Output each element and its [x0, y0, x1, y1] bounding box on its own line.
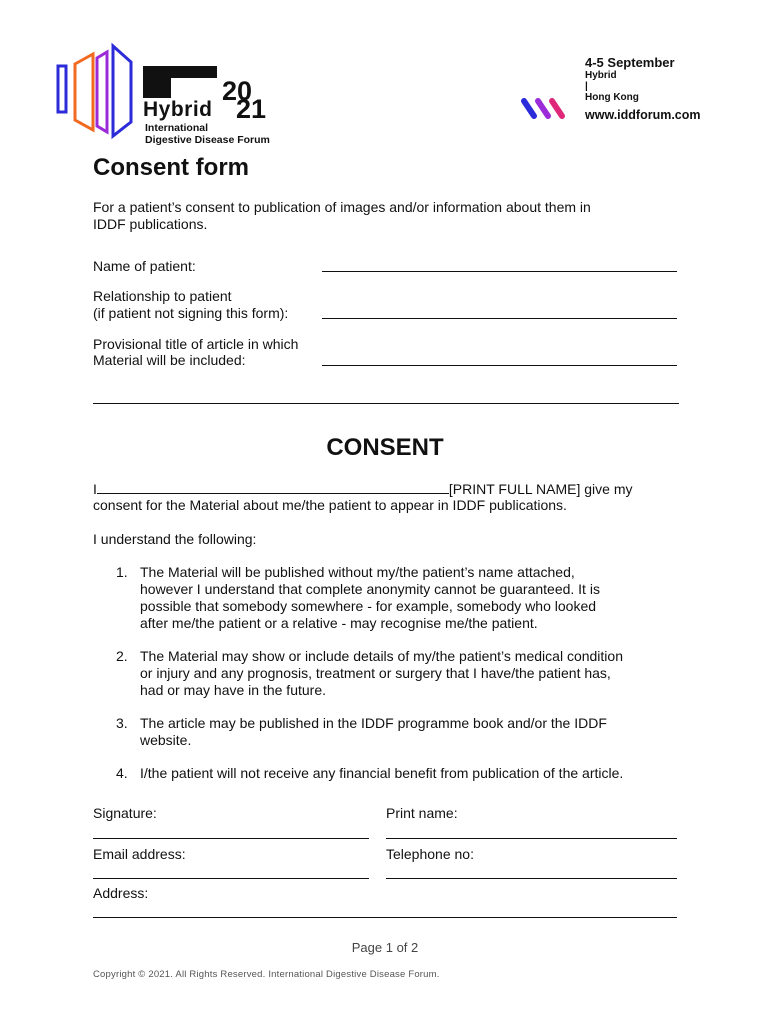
event-location: Hong Kong	[585, 92, 639, 103]
event-mode: Hybrid	[585, 70, 617, 81]
consent-heading: CONSENT	[326, 434, 444, 461]
logo-subtitle	[145, 122, 270, 146]
full-name-field[interactable]	[97, 480, 449, 494]
relationship-label-1: Relationship to patient	[93, 288, 232, 304]
article-title-label-2: Material will be included:	[93, 352, 246, 368]
email-label: Email address:	[93, 846, 186, 862]
page-title: Consent form	[93, 154, 249, 181]
logo-door-blue	[113, 46, 131, 136]
list-item-line: The article may be published in the IDDF programme book and/or the IDDF	[140, 715, 607, 731]
logo-bar-blue	[58, 66, 66, 112]
signature-label: Signature:	[93, 805, 157, 821]
list-item-line: however I understand that complete anonymity cannot be guaranteed. It is	[140, 581, 600, 597]
event-separator: |	[585, 81, 588, 92]
logo-t-top	[143, 66, 217, 78]
consent-line-2: consent for the Material about me/the patient to appear in IDDF publications.	[93, 497, 567, 513]
understand-label: I understand the following:	[93, 531, 257, 547]
list-item-line: I/the patient will not receive any financial benefit from publication of the article.	[140, 765, 624, 781]
address-field[interactable]	[93, 917, 677, 918]
address-label: Address:	[93, 885, 149, 901]
logo-subtitle-line-1: International	[145, 122, 209, 134]
name-of-patient-field[interactable]	[322, 271, 677, 272]
article-title-label-1: Provisional title of article in which	[93, 336, 299, 352]
event-url[interactable]: www.iddforum.com	[585, 108, 701, 122]
print-name-label: Print name:	[386, 805, 458, 821]
event-date: 4-5 September	[585, 55, 675, 70]
article-title-field[interactable]	[322, 365, 677, 366]
logo-subtitle-line-2: Digestive Disease Forum	[145, 134, 270, 146]
intro-line-1: For a patient’s consent to publication of images and/or information about them in	[93, 199, 591, 215]
list-item-line: had or may have in the future.	[140, 682, 326, 698]
list-item-line: The Material will be published without my/the patient’s name attached,	[140, 564, 575, 580]
list-item-line: possible that somebody somewhere - for example, somebody who looked	[140, 598, 597, 614]
telephone-field[interactable]	[386, 878, 677, 879]
email-field[interactable]	[93, 878, 369, 879]
list-item-line: website.	[140, 732, 192, 748]
signature-field[interactable]	[93, 838, 369, 839]
consent-line-1	[93, 480, 673, 498]
list-item-number: 1.	[116, 564, 128, 580]
logo-door-purple	[97, 52, 107, 132]
logo-door-orange	[75, 54, 93, 130]
logo-hybrid-text: Hybrid	[143, 98, 213, 121]
list-item-line: after me/the patient or a relative - may recognise me/the patient.	[140, 615, 538, 631]
name-of-patient-label: Name of patient:	[93, 258, 196, 274]
logo-t-stem	[143, 78, 171, 98]
print-name-field[interactable]	[386, 838, 677, 839]
consent-line-1-suffix: [PRINT FULL NAME] give my	[448, 481, 633, 497]
relationship-label-2: (if patient not signing this form):	[93, 305, 289, 321]
telephone-label: Telephone no:	[386, 846, 474, 862]
event-stripes-graphic	[520, 96, 570, 122]
list-item-number: 4.	[116, 765, 128, 781]
consent-line-1-prefix: I	[93, 481, 97, 497]
list-item-number: 2.	[116, 648, 128, 664]
list-item-number: 3.	[116, 715, 128, 731]
page-number: Page 1 of 2	[351, 940, 419, 955]
copyright-notice: Copyright © 2021. All Rights Reserved. International Digestive Disease Forum.	[93, 969, 440, 980]
logo-year-bottom: 21	[236, 94, 267, 124]
list-item-line: or injury and any prognosis, treatment or surgery that I have/the patient has,	[140, 665, 611, 681]
list-item-line: The Material may show or include details of my/the patient’s medical condition	[140, 648, 623, 664]
logo-year-top: 20	[222, 76, 253, 106]
section-divider	[93, 403, 679, 404]
relationship-field[interactable]	[322, 318, 677, 319]
intro-line-2: IDDF publications.	[93, 216, 208, 232]
